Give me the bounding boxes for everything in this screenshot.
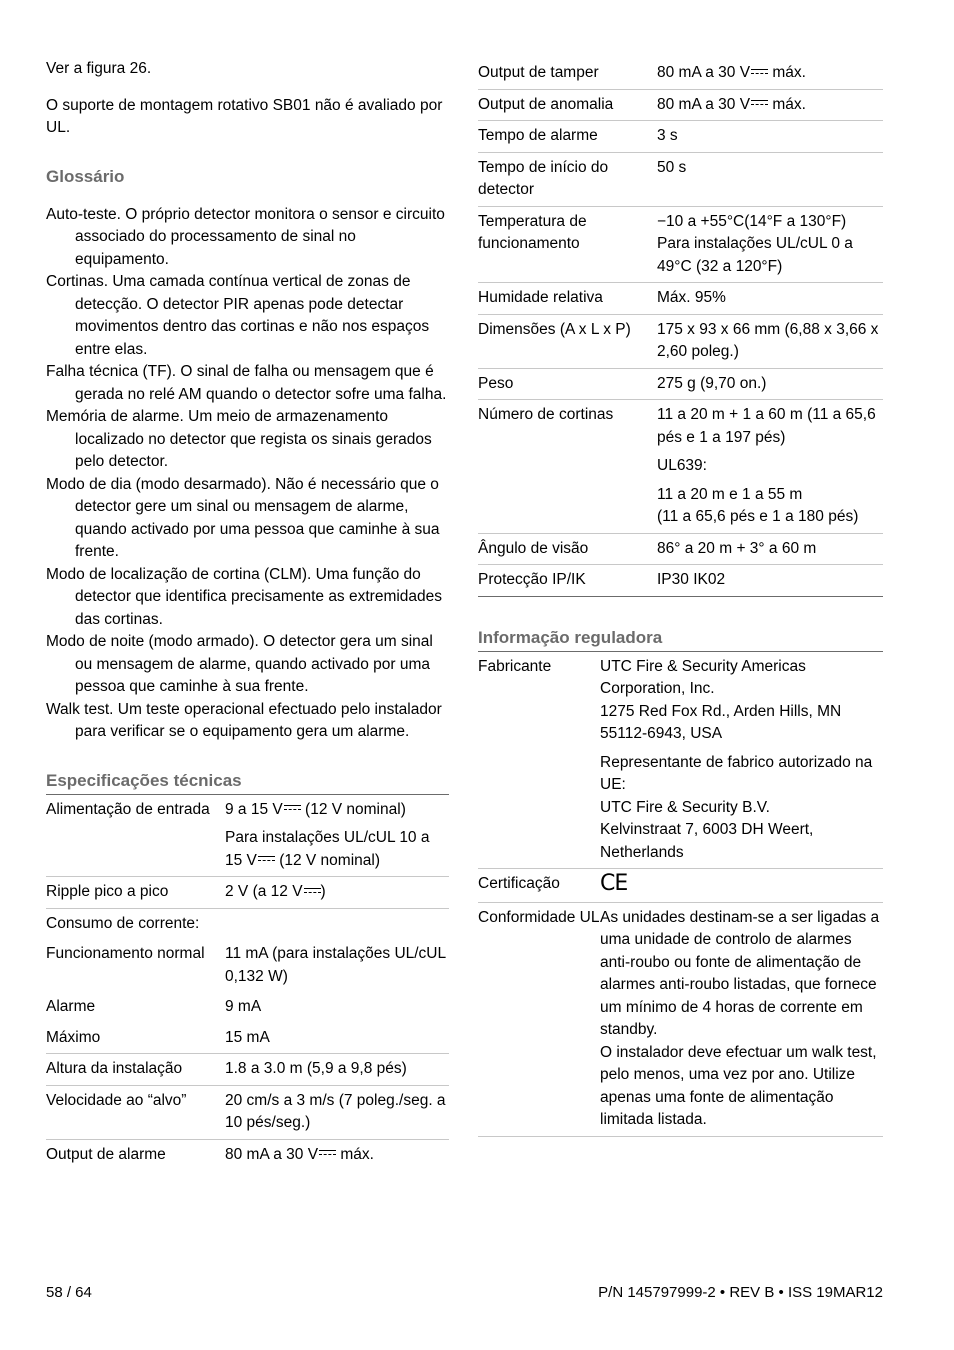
dc-symbol-icon <box>751 99 768 109</box>
spec-value: 11 a 20 m + 1 a 60 m (11 a 65,6 pés e 1 a 197 pés) UL639: 11 a 20 m e 1 a 55 m (11 a 65,6 pés e 1 a 180 pés) <box>657 400 883 534</box>
spec-key: Protecção IP/IK <box>478 565 657 597</box>
spec-key: Tempo de alarme <box>478 121 657 153</box>
spec-key: Velocidade ao “alvo” <box>46 1085 225 1139</box>
spec-key: Dimensões (A x L x P) <box>478 314 657 368</box>
regulatory-table <box>478 652 883 1137</box>
reg-key: Conformidade UL <box>478 902 600 1136</box>
glossary-heading: Glossário <box>46 166 125 186</box>
spec-key: Output de tamper <box>478 58 657 89</box>
part-number: P/N 145797999-2 • REV B • ISS 19MAR12 <box>598 1284 883 1301</box>
glossary-item: Walk test. Um teste operacional efectuado pelo instalador para verificar se o equipamento gera um alarme. <box>46 700 442 740</box>
table-row <box>478 533 883 565</box>
table-row <box>478 283 883 315</box>
spec-value: 275 g (9,70 on.) <box>657 368 883 400</box>
spec-value: 20 cm/s a 3 m/s (7 poleg./seg. a 10 pés/seg.) <box>225 1085 449 1139</box>
regulatory-heading: Informação reguladora <box>478 627 883 652</box>
table-row <box>46 1139 449 1170</box>
spec-key: Número de cortinas <box>478 400 657 534</box>
reg-value: UTC Fire & Security Americas Corporation, Inc. 1275 Red Fox Rd., Arden Hills, MN 55112-6943, USA Representante de fabrico autorizado na UE: UTC Fire & Security B.V. Kelvinstraat 7, 6003 DH Weert, Netherlands <box>600 652 883 869</box>
spec-value: 11 mA (para instalações UL/cUL 0,132 W) <box>225 945 446 985</box>
table-row <box>478 121 883 153</box>
table-row <box>46 992 449 1023</box>
specs-table <box>46 795 449 1171</box>
table-row <box>478 902 883 1136</box>
table-row <box>46 1085 449 1139</box>
spec-key: Altura da instalação <box>46 1054 225 1086</box>
table-row <box>478 368 883 400</box>
spec-key: Alarme <box>46 998 96 1015</box>
spec-key: Tempo de início do detector <box>478 152 657 206</box>
spec-value: IP30 IK02 <box>657 565 883 597</box>
table-row <box>478 652 883 869</box>
spec-value: −10 a +55°C(14°F a 130°F) Para instalações UL/cUL 0 a 49°C (32 a 120°F) <box>657 206 883 283</box>
spec-key: Ripple pico a pico <box>46 877 225 909</box>
dc-symbol-icon <box>304 887 321 897</box>
spec-value: 3 s <box>657 121 883 153</box>
reg-value <box>600 869 883 903</box>
spec-key: Output de alarme <box>46 1145 166 1163</box>
table-row <box>46 1054 449 1086</box>
spec-value: 50 s <box>657 152 883 206</box>
ce-mark-icon: CE <box>600 871 628 896</box>
glossary-item: Modo de noite (modo armado). O detector gera um sinal ou mensagem de alarme, quando activado por uma pessoa que caminhe à sua frente. <box>46 633 433 695</box>
spec-key: Máximo <box>46 1023 225 1054</box>
table-row <box>478 58 883 89</box>
spec-value: 15 mA <box>225 1023 449 1054</box>
right-column <box>478 58 883 1137</box>
specs-heading: Especificações técnicas <box>46 770 449 795</box>
glossary-item: Cortinas. Uma camada contínua vertical de zonas de detecção. O detector PIR apenas pode detectar movimentos dentro das cortinas e não nos espaços entre elas. <box>46 273 430 358</box>
table-row <box>46 908 449 939</box>
table-row <box>478 565 883 597</box>
spec-value: 86° a 20 m + 3° a 60 m <box>657 533 883 565</box>
dc-symbol-icon <box>319 1149 336 1159</box>
dc-symbol-icon <box>284 804 301 814</box>
spec-value: 80 mA a 30 V máx. <box>657 58 883 89</box>
reg-value: As unidades destinam-se a ser ligadas a uma unidade de controlo de alarmes anti-roubo ou fonte de alimentação de alarmes anti-roubo listadas, que fornece um mínimo de 4 horas de corrente em standby. O instalador deve efectuar um walk test, pelo menos, uma vez por ano. Utilize apenas uma fonte de alimentação limitada listada. <box>600 902 883 1136</box>
spec-value: 80 mA a 30 V máx. <box>225 1145 374 1163</box>
spec-value: Máx. 95% <box>657 283 883 315</box>
glossary-item: Falha técnica (TF). O sinal de falha ou mensagem que é gerada no relé AM quando o detector sofre uma falha. <box>46 363 447 403</box>
dc-symbol-icon <box>751 68 768 78</box>
specs-table-continued <box>478 58 883 597</box>
spec-value: 2 V (a 12 V ) <box>225 877 449 909</box>
spec-key: Consumo de corrente: <box>46 914 200 932</box>
spec-key: Humidade relativa <box>478 283 657 315</box>
table-row <box>46 795 449 877</box>
spec-value: 80 mA a 30 V máx. <box>657 89 883 121</box>
dc-symbol-icon <box>258 855 275 865</box>
spec-key: Ângulo de visão <box>478 533 657 565</box>
spec-value: 9 a 15 V (12 V nominal) Para instalações UL/cUL 10 a 15 V (12 V nominal) <box>225 795 449 877</box>
table-row <box>46 1023 449 1054</box>
glossary-item: Modo de dia (modo desarmado). Não é necessário que o detector gere um sinal ou mensagem de alarme, quando activado por uma pessoa que caminhe à sua frente. <box>46 475 440 560</box>
glossary-item: Memória de alarme. Um meio de armazenamento localizado no detector que regista os sinais gerados pelo detector. <box>46 408 432 470</box>
spec-value: 175 x 93 x 66 mm (6,88 x 3,66 x 2,60 poleg.) <box>657 314 883 368</box>
table-row <box>478 869 883 903</box>
spec-key: Funcionamento normal <box>46 945 205 962</box>
spec-key: Peso <box>478 368 657 400</box>
table-row <box>46 939 449 992</box>
left-column <box>46 58 449 1170</box>
reg-key: Certificação <box>478 869 600 903</box>
spec-value: 9 mA <box>225 998 262 1015</box>
spec-value: 1.8 a 3.0 m (5,9 a 9,8 pés) <box>225 1054 449 1086</box>
table-row <box>478 400 883 534</box>
table-row <box>478 206 883 283</box>
intro-paragraph: O suporte de montagem rotativo SB01 não é avaliado por UL. <box>46 96 443 136</box>
page-number: 58 / 64 <box>46 1284 92 1301</box>
glossary-item: Auto-teste. O próprio detector monitora o sensor e circuito associado do processamento de sinal no equipamento. <box>46 205 445 268</box>
table-row <box>46 877 449 909</box>
spec-key: Output de anomalia <box>478 89 657 121</box>
spec-key: Alimentação de entrada <box>46 795 225 877</box>
glossary-list <box>46 204 449 744</box>
glossary-item: Modo de localização de cortina (CLM). Uma função do detector que identifica precisamente as extremidades das cortinas. <box>46 565 443 628</box>
table-row <box>478 314 883 368</box>
reg-key: Fabricante <box>478 652 600 869</box>
table-row <box>478 152 883 206</box>
table-row <box>478 89 883 121</box>
intro-paragraph: Ver a figura 26. <box>46 60 152 77</box>
spec-key: Temperatura de funcionamento <box>478 206 657 283</box>
